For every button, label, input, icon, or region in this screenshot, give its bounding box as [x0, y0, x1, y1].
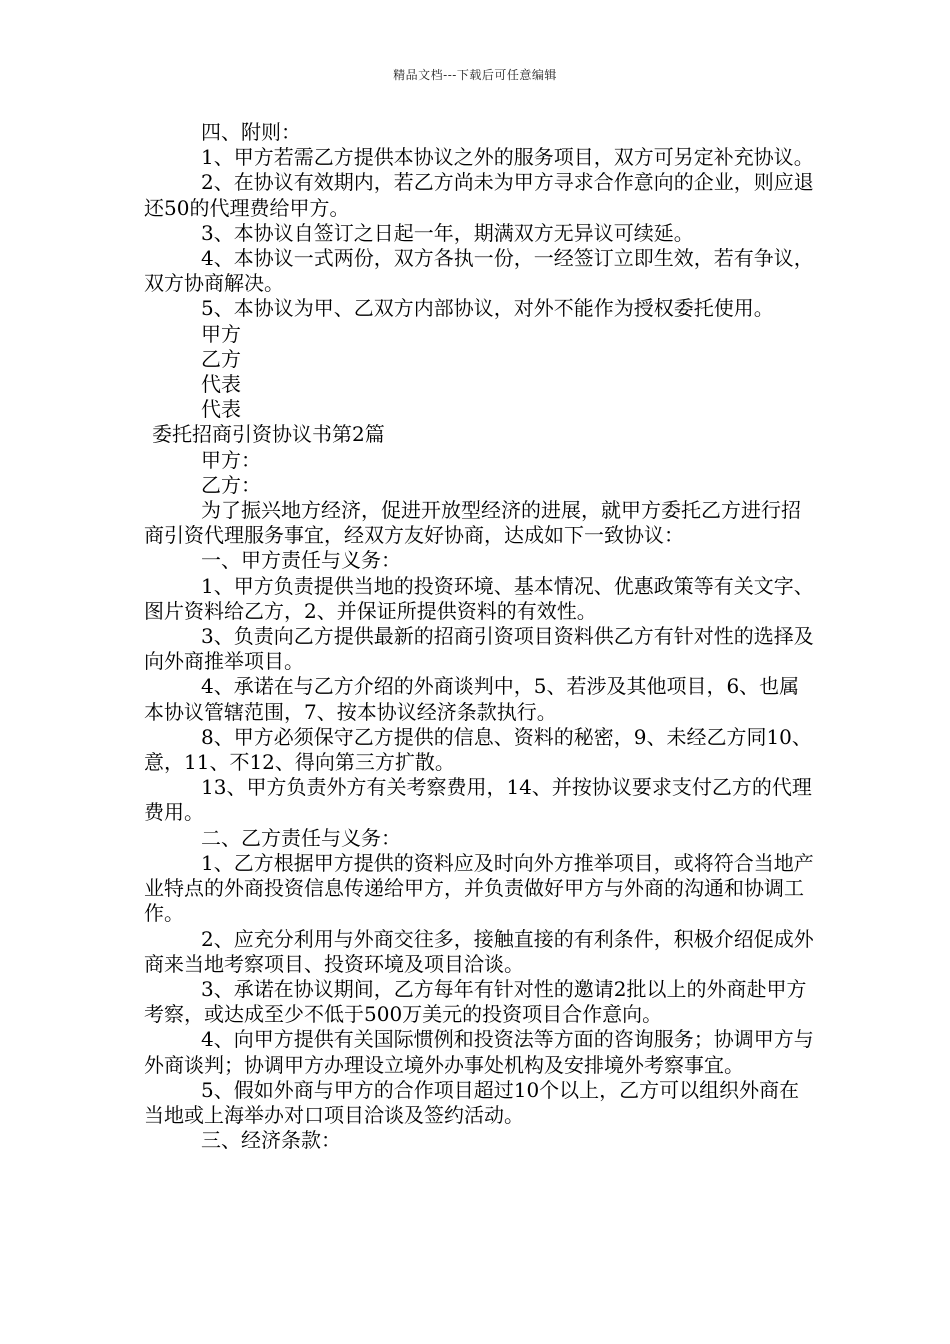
paragraph: 2、应充分利用与外商交往多，接触直接的有利条件，积极介绍促成外商来当地考察项目、投资环境及项目洽谈。	[144, 926, 814, 976]
paragraph: 3、承诺在协议期间，乙方每年有针对性的邀请2批以上的外商赴甲方考察，或达成至少不低于500万美元的投资项目合作意向。	[144, 976, 807, 1027]
paragraph: 代表	[201, 397, 241, 422]
paragraph: 甲方	[201, 321, 241, 346]
page-header: 精品文档---下载后可任意编辑	[393, 68, 557, 82]
paragraph: 乙方：	[201, 472, 261, 497]
paragraph: 8、甲方必须保守乙方提供的信息、资料的秘密，9、未经乙方同10、意，11、不12、得向第三方扩散。	[144, 724, 812, 775]
paragraph: 5、本协议为甲、乙双方内部协议，对外不能作为授权委托使用。	[201, 296, 774, 321]
paragraph: 2、在协议有效期内，若乙方尚未为甲方寻求合作意向的企业，则应退还50的代理费给甲方。	[144, 170, 814, 220]
section-title: 委托招商引资协议书第2篇	[152, 422, 385, 447]
paragraph: 1、乙方根据甲方提供的资料应及时向外方推举项目，或将符合当地产业特点的外商投资信息传递给甲方，并负责做好甲方与外商的沟通和协调工作。	[144, 850, 814, 926]
paragraph: 四、附则：	[201, 120, 301, 144]
paragraph: 3、本协议自签订之日起一年，期满双方无异议可续延。	[201, 220, 694, 245]
paragraph: 1、甲方负责提供当地的投资环境、基本情况、优惠政策等有关文字、图片资料给乙方，2、并保证所提供资料的有效性。	[144, 573, 814, 623]
paragraph: 乙方	[201, 346, 241, 371]
paragraph: 三、经济条款：	[201, 1128, 341, 1153]
paragraph: 4、本协议一式两份，双方各执一份，一经签订立即生效，若有争议，双方协商解决。	[144, 246, 814, 296]
paragraph: 5、假如外商与甲方的合作项目超过10个以上，乙方可以组织外商在当地或上海举办对口项目洽谈及签约活动。	[144, 1077, 800, 1127]
paragraph: 3、负责向乙方提供最新的招商引资项目资料供乙方有针对性的选择及向外商推举项目。	[144, 624, 814, 674]
paragraph: 二、乙方责任与义务：	[201, 825, 401, 850]
paragraph: 4、承诺在与乙方介绍的外商谈判中，5、若涉及其他项目，6、也属本协议管辖范围，7、按本协议经济条款执行。	[144, 674, 800, 724]
paragraph: 1、甲方若需乙方提供本协议之外的服务项目，双方可另定补充协议。	[201, 145, 814, 170]
paragraph: 4、向甲方提供有关国际惯例和投资法等方面的咨询服务；协调甲方与外商谈判；协调甲方办理设立境外办事处机构及安排境外考察事宜。	[144, 1027, 814, 1077]
paragraph: 甲方：	[201, 447, 261, 472]
paragraph: 为了振兴地方经济，促进开放型经济的进展，就甲方委托乙方进行招商引资代理服务事宜，经双方友好协商，达成如下一致协议：	[144, 498, 801, 548]
paragraph: 13、甲方负责外方有关考察费用，14、并按协议要求支付乙方的代理费用。	[144, 775, 812, 825]
paragraph: 代表	[201, 372, 241, 397]
document-body	[144, 120, 814, 1153]
paragraph: 一、甲方责任与义务：	[201, 548, 401, 573]
